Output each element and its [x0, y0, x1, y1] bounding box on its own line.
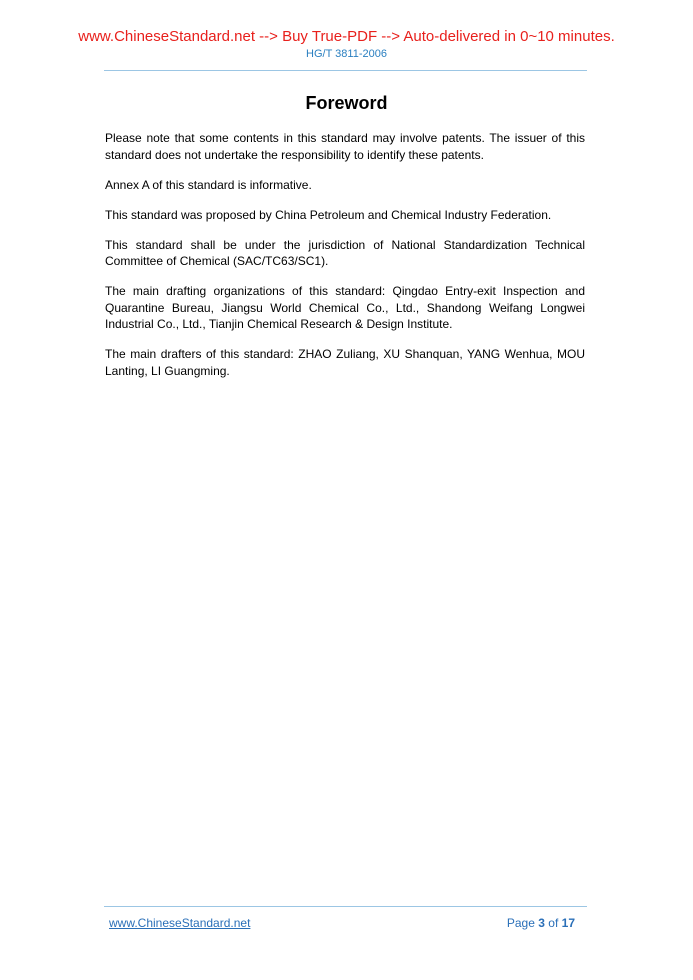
paragraph-proposed-by: This standard was proposed by China Petroleum and Chemical Industry Federation. [105, 207, 552, 222]
page-title: Foreword [305, 93, 388, 113]
foreword-body [105, 130, 585, 393]
header-divider [104, 70, 587, 71]
paragraph-drafting-organizations: The main drafting organizations of this standard: Qingdao Entry-exit Inspection and Quarantine Bureau, Jiangsu World Chemical Co., Ltd., Shandong Weifang Longwei Industrial Co., Ltd., Tianjin Chemical Research & Design Institute. [105, 284, 585, 331]
header-banner: www.ChineseStandard.net --> Buy True-PDF --> Auto-delivered in 0~10 minutes. [78, 28, 615, 45]
page-of-label: of [548, 916, 559, 930]
standard-code: HG/T 3811-2006 [306, 48, 387, 60]
paragraph-annex: Annex A of this standard is informative. [105, 177, 312, 192]
page-total: 17 [561, 916, 575, 930]
page-current: 3 [538, 916, 545, 930]
footer-website-link[interactable]: www.ChineseStandard.net [109, 916, 251, 930]
paragraph-patents: Please note that some contents in this standard may involve patents. The issuer of this standard does not undertake the responsibility to identify these patents. [105, 131, 585, 162]
paragraph-drafters: The main drafters of this standard: ZHAO Zuliang, XU Shanquan, YANG Wenhua, MOU Lanting, LI Guangming. [105, 347, 585, 378]
page-number [507, 915, 575, 931]
footer-divider [104, 906, 587, 907]
page-label: Page [506, 916, 535, 930]
paragraph-jurisdiction: This standard shall be under the jurisdiction of National Standardization Technical Committee of Chemical (SAC/TC63/SC1). [105, 237, 585, 268]
